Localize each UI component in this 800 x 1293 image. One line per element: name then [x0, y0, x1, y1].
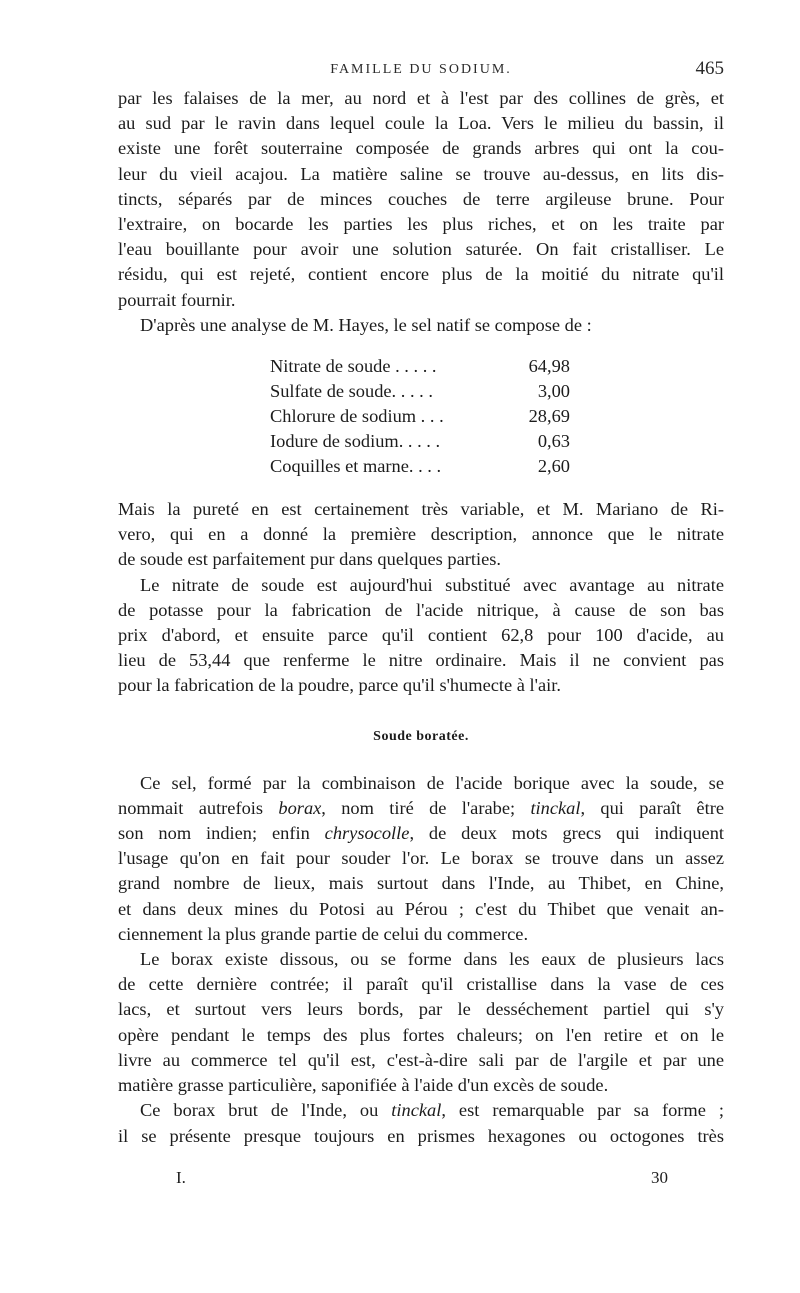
- paragraph-5: [118, 771, 724, 947]
- text-line: [118, 1098, 724, 1123]
- text-run: , est remarquable par sa forme ;: [441, 1100, 724, 1121]
- page-footer: [118, 1168, 724, 1192]
- text-line: l'usage qu'on en fait pour souder l'or. Le borax se trouve dans un assez: [118, 848, 724, 869]
- text-line: de cette dernière contrée; il paraît qu'il cristallise dans la vase de ces: [118, 974, 724, 995]
- gathering-number: 30: [651, 1168, 668, 1187]
- text-line: Le borax existe dissous, ou se forme dans les eaux de plusieurs lacs: [140, 949, 724, 970]
- book-page: [118, 56, 724, 1266]
- paragraph-3: [118, 497, 724, 573]
- text-line: D'après une analyse de M. Hayes, le sel natif se compose de :: [140, 314, 592, 335]
- analysis-label: Sulfate de soude. . . . .: [270, 381, 433, 402]
- text-line: grand nombre de lieux, mais surtout dans l'Inde, au Thibet, en Chine,: [118, 873, 724, 894]
- italic-term: tinckal: [391, 1100, 442, 1121]
- text-line: résidu, qui est rejeté, contient encore plus de la moitié du nitrate qu'il: [118, 264, 724, 285]
- paragraph-2: [118, 313, 724, 338]
- text-line: prix d'abord, et ensuite parce qu'il contient 62,8 pour 100 d'acide, au: [118, 625, 724, 646]
- analysis-value: 2,60: [537, 456, 570, 477]
- analysis-row: [270, 354, 570, 379]
- analysis-value: 0,63: [537, 431, 570, 452]
- text-line: opère pendant le temps des plus fortes chaleurs; on l'en retire et on le: [118, 1024, 724, 1045]
- signature-mark: I.: [176, 1168, 186, 1187]
- text-line: [118, 821, 724, 846]
- analysis-row: [270, 454, 570, 479]
- italic-term: borax: [278, 797, 322, 818]
- text-run: , nom tiré de l'arabe;: [321, 797, 531, 818]
- analysis-label: Chlorure de sodium . . .: [270, 406, 444, 427]
- text-run: son nom indien; enfin: [118, 823, 325, 844]
- analysis-value: 64,98: [528, 356, 570, 377]
- section-heading: Soude boratée.: [373, 728, 469, 744]
- text-line: matière grasse particulière, saponifiée à l'aide d'un excès de soude.: [118, 1075, 609, 1096]
- text-line: l'eau bouillante pour avoir une solution saturée. On fait cristalliser. Le: [118, 239, 724, 260]
- text-run: , de deux mots grecs qui indiquent: [409, 823, 724, 844]
- running-title: FAMILLE DU SODIUM.: [330, 62, 512, 77]
- paragraph-7: [118, 1098, 724, 1148]
- analysis-table: [270, 354, 570, 479]
- text-line: vero, qui en a donné la première description, annonce que le nitrate: [118, 524, 724, 545]
- analysis-row: [270, 379, 570, 404]
- analysis-row: [270, 429, 570, 454]
- analysis-label: Iodure de sodium. . . . .: [270, 431, 441, 452]
- text-line: il se présente presque toujours en prismes hexagones ou octogones très: [118, 1125, 724, 1146]
- analysis-row: [270, 404, 570, 429]
- text-line: et dans deux mines du Potosi au Pérou ; c'est du Thibet que venait an-: [118, 898, 724, 919]
- text-line: ciennement la plus grande partie de celui du commerce.: [118, 923, 529, 944]
- text-line: pourrait fournir.: [118, 289, 236, 310]
- analysis-value: 3,00: [537, 381, 570, 402]
- page-number: 465: [695, 58, 724, 79]
- text-line: pour la fabrication de la poudre, parce qu'il s'humecte à l'air.: [118, 675, 561, 696]
- text-line: Le nitrate de soude est aujourd'hui substitué avec avantage au nitrate: [140, 574, 724, 595]
- text-line: [118, 796, 724, 821]
- text-line: par les falaises de la mer, au nord et à l'est par des collines de grès, et: [118, 88, 724, 108]
- text-line: Ce sel, formé par la combinaison de l'acide borique avec la soude, se: [140, 772, 724, 793]
- paragraph-4: [118, 573, 724, 699]
- analysis-label: Coquilles et marne. . . .: [270, 456, 442, 477]
- analysis-label: Nitrate de soude . . . . .: [270, 356, 437, 377]
- text-line: l'extraire, on bocarde les parties les plus riches, et on les traite par: [118, 214, 724, 235]
- running-head: [118, 56, 724, 86]
- text-line: Mais la pureté en est certainement très variable, et M. Mariano de Ri-: [118, 499, 724, 520]
- text-line: lieu de 53,44 que renferme le nitre ordinaire. Mais il ne convient pas: [118, 650, 724, 671]
- text-run: Ce borax brut de l'Inde, ou: [140, 1100, 392, 1121]
- paragraph-6: [118, 947, 724, 1098]
- text-line: tincts, séparés par de minces couches de terre argileuse brune. Pour: [118, 188, 724, 209]
- text-line: livre au commerce tel qu'il est, c'est-à-dire sali par de l'argile et par une: [118, 1049, 724, 1070]
- analysis-value: 28,69: [528, 406, 570, 427]
- text-line: de soude est parfaitement pur dans quelques parties.: [118, 549, 502, 570]
- italic-term: tinckal: [530, 797, 581, 818]
- italic-term: chrysocolle: [324, 823, 410, 844]
- text-run: , qui paraît être: [580, 797, 724, 818]
- text-run: nommait autrefois: [118, 797, 279, 818]
- text-line: leur du vieil acajou. La matière saline se trouve au-dessus, en lits dis-: [118, 163, 724, 184]
- text-line: lacs, et surtout vers leurs bords, par le desséchement partiel qui s'y: [118, 999, 724, 1020]
- paragraph-1: [118, 86, 724, 313]
- text-line: au sud par le ravin dans lequel coule la Loa. Vers le milieu du bassin, il: [118, 113, 724, 134]
- text-line: de potasse pour la fabrication de l'acide nitrique, à cause de son bas: [118, 599, 724, 620]
- text-line: existe une forêt souterraine composée de grands arbres qui ont la cou-: [118, 138, 724, 159]
